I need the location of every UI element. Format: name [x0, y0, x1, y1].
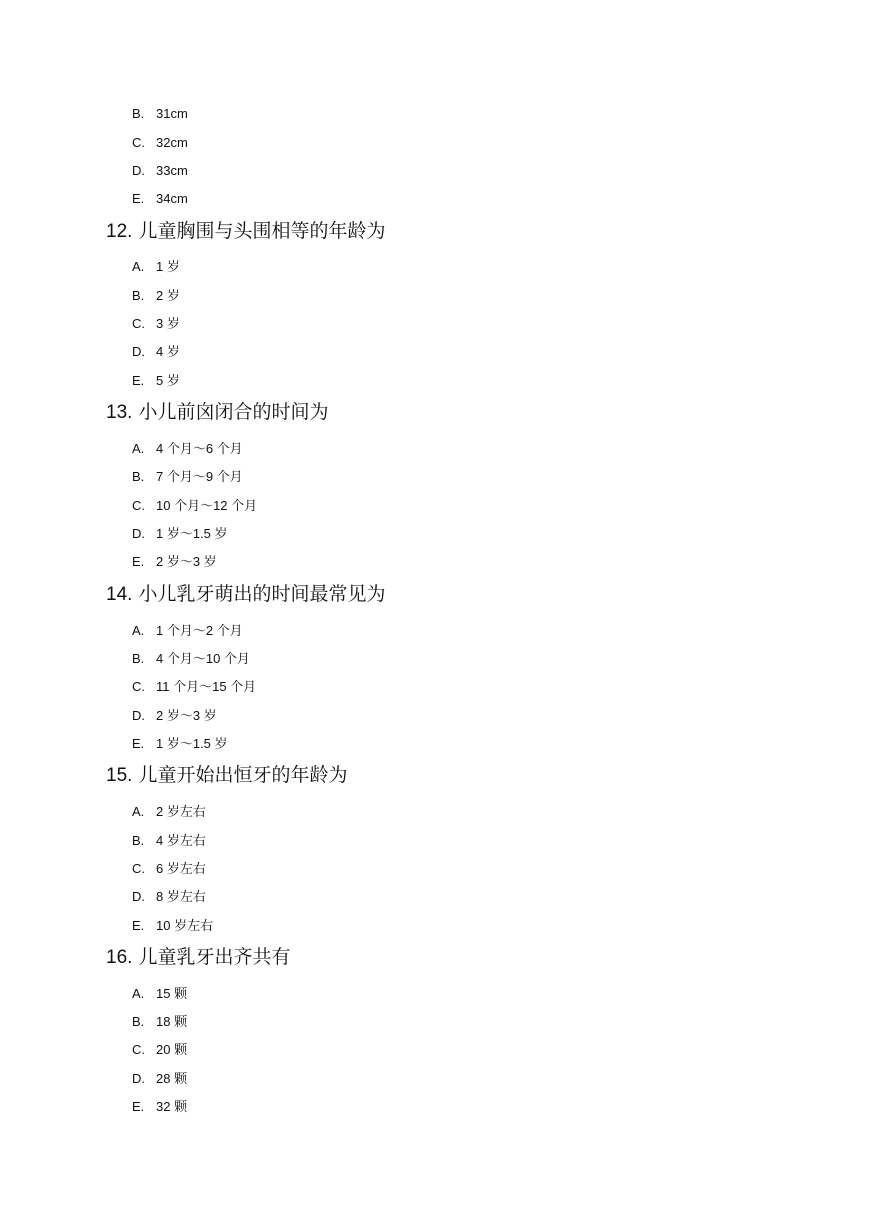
option-letter: A. [132, 441, 145, 456]
q12-option-a [132, 259, 180, 275]
option-letter: D. [132, 889, 145, 904]
option-letter: B. [132, 1014, 145, 1029]
option-letter: E. [132, 736, 145, 751]
option-text: 5 岁 [156, 373, 180, 388]
option-letter: C. [132, 316, 145, 331]
option-text: 4 个月～10 个月 [156, 651, 250, 666]
q12-option-d [132, 344, 180, 360]
question-number: 16. [106, 947, 133, 968]
option-letter: E. [132, 918, 145, 933]
q16-option-b [132, 1014, 187, 1030]
option-letter: B. [132, 106, 145, 121]
option-text: 1 个月～2 个月 [156, 623, 243, 638]
option-text: 32cm [156, 135, 188, 150]
option-text: 10 个月～12 个月 [156, 498, 258, 513]
option-letter: B. [132, 833, 145, 848]
question-text: 儿童乳牙出齐共有 [138, 946, 291, 968]
question-number: 13. [106, 402, 133, 423]
q15-option-d [132, 889, 206, 905]
option-letter: E. [132, 191, 145, 206]
option-text: 10 岁左右 [156, 918, 214, 933]
option-text: 4 个月～6 个月 [156, 441, 243, 456]
option-letter: B. [132, 651, 145, 666]
question-text: 儿童开始出恒牙的年龄为 [138, 764, 348, 786]
option-text: 8 岁左右 [156, 889, 206, 904]
option-text: 11 个月～15 个月 [156, 679, 257, 694]
option-text: 28 颗 [156, 1071, 188, 1086]
option-letter: C. [132, 679, 145, 694]
q15-option-c [132, 861, 206, 877]
option-text: 4 岁 [156, 344, 180, 359]
option-text: 6 岁左右 [156, 861, 206, 876]
option-text: 18 颗 [156, 1014, 188, 1029]
option-text: 2 岁～3 岁 [156, 708, 217, 723]
question-text: 儿童胸围与头围相等的年龄为 [138, 220, 386, 242]
option-letter: E. [132, 1099, 145, 1114]
option-text: 4 岁左右 [156, 833, 206, 848]
option-text: 32 颗 [156, 1099, 188, 1114]
question-12-stem [106, 219, 385, 244]
q14-option-e [132, 736, 228, 752]
q15-option-e [132, 918, 213, 934]
question-number: 12. [106, 221, 133, 242]
q16-option-a [132, 986, 187, 1002]
question-13-stem [106, 400, 328, 425]
q11-option-b [132, 106, 188, 122]
option-letter: A. [132, 623, 145, 638]
option-text: 1 岁～1.5 岁 [156, 526, 228, 541]
option-letter: C. [132, 861, 145, 876]
option-letter: B. [132, 469, 145, 484]
q15-option-b [132, 833, 206, 849]
q11-option-c [132, 135, 188, 151]
q13-option-b [132, 469, 243, 485]
option-letter: D. [132, 163, 145, 178]
option-letter: D. [132, 708, 145, 723]
question-15-stem [106, 763, 347, 788]
q14-option-b [132, 651, 250, 667]
option-letter: C. [132, 1042, 145, 1057]
option-letter: E. [132, 373, 145, 388]
q14-option-d [132, 708, 217, 724]
option-text: 15 颗 [156, 986, 188, 1001]
q11-option-e [132, 191, 188, 207]
option-text: 3 岁 [156, 316, 180, 331]
option-text: 2 岁左右 [156, 804, 206, 819]
option-letter: D. [132, 526, 145, 541]
q16-option-e [132, 1099, 187, 1115]
option-letter: E. [132, 554, 145, 569]
q13-option-c [132, 498, 257, 514]
option-letter: A. [132, 986, 145, 1001]
question-14-stem [106, 582, 385, 607]
q13-option-d [132, 526, 228, 542]
q16-option-c [132, 1042, 187, 1058]
question-text: 小儿乳牙萌出的时间最常见为 [138, 583, 386, 605]
option-letter: A. [132, 259, 145, 274]
option-letter: A. [132, 804, 145, 819]
option-letter: C. [132, 498, 145, 513]
question-text: 小儿前囟闭合的时间为 [138, 401, 329, 423]
question-number: 15. [106, 765, 133, 786]
q15-option-a [132, 804, 206, 820]
option-text: 2 岁 [156, 288, 180, 303]
q14-option-a [132, 623, 243, 639]
q13-option-a [132, 441, 243, 457]
q12-option-c [132, 316, 180, 332]
option-text: 2 岁～3 岁 [156, 554, 217, 569]
q13-option-e [132, 554, 217, 570]
question-number: 14. [106, 584, 133, 605]
q16-option-d [132, 1071, 187, 1087]
option-text: 33cm [156, 163, 188, 178]
q11-option-d [132, 163, 188, 179]
option-text: 34cm [156, 191, 188, 206]
q14-option-c [132, 679, 256, 695]
option-letter: D. [132, 344, 145, 359]
q12-option-e [132, 373, 180, 389]
option-text: 31cm [156, 106, 188, 121]
option-text: 1 岁 [156, 259, 180, 274]
option-letter: D. [132, 1071, 145, 1086]
option-text: 1 岁～1.5 岁 [156, 736, 228, 751]
q12-option-b [132, 288, 180, 304]
option-text: 20 颗 [156, 1042, 188, 1057]
option-text: 7 个月～9 个月 [156, 469, 243, 484]
option-letter: B. [132, 288, 145, 303]
option-letter: C. [132, 135, 145, 150]
question-16-stem [106, 945, 290, 970]
